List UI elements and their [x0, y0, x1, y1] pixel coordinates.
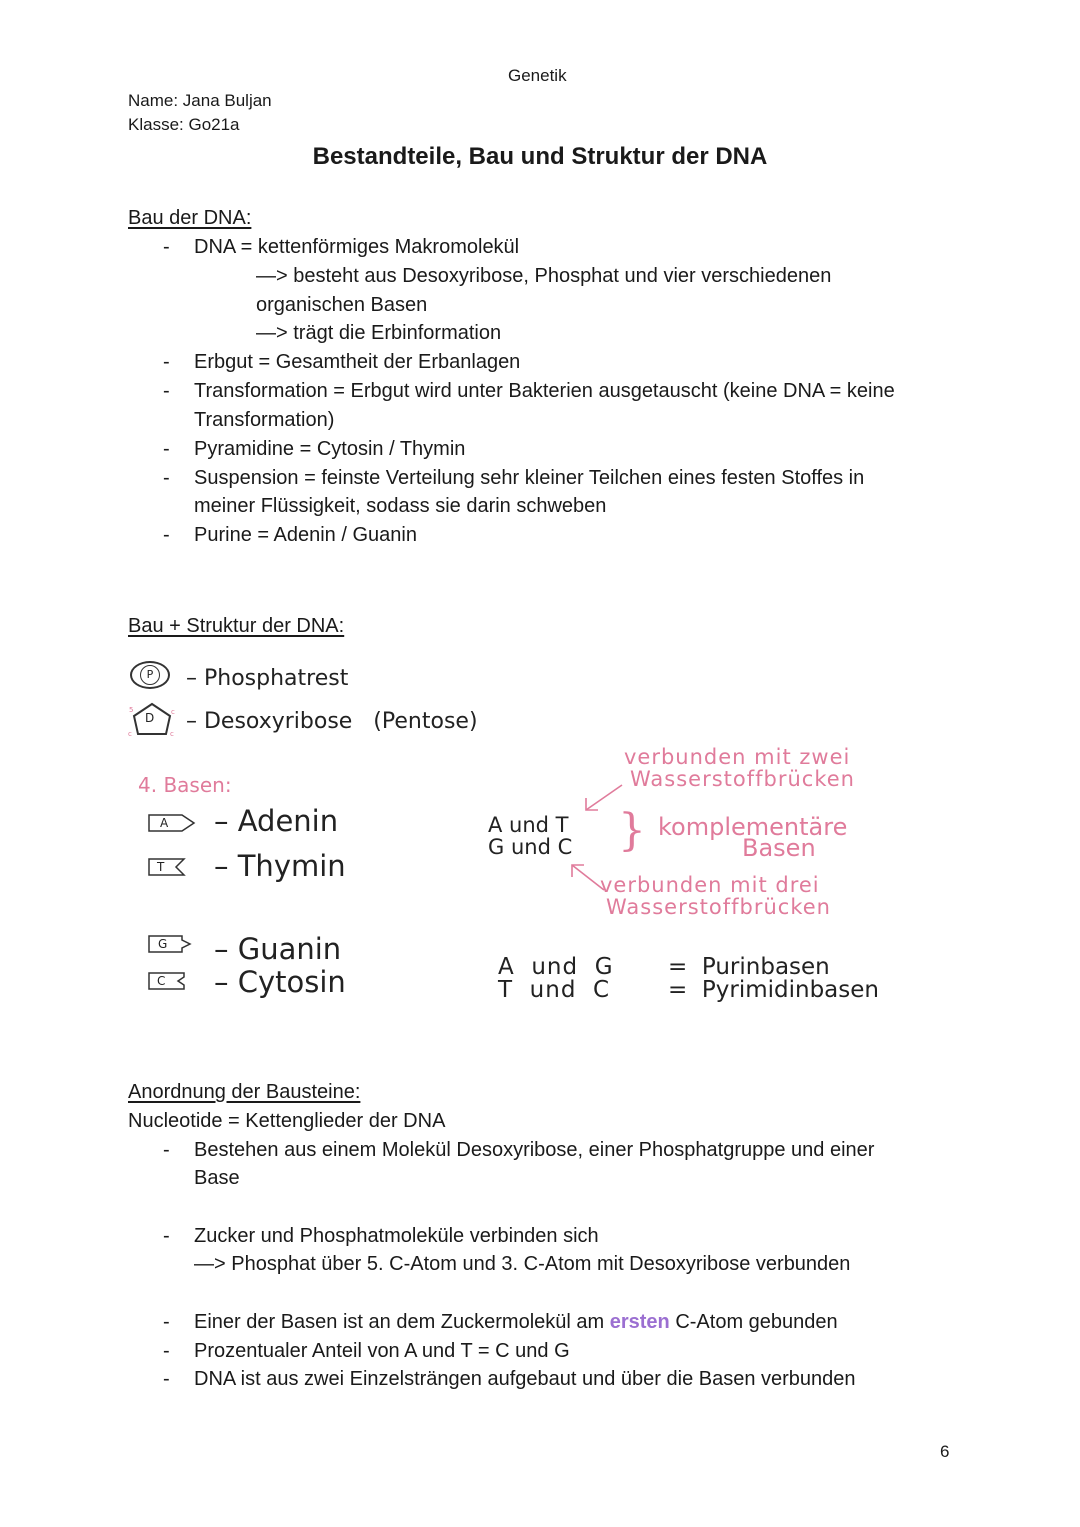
phosphate-letter: P: [140, 665, 160, 685]
bullet-dash: -: [163, 524, 170, 546]
adenin-label: – Adenin: [214, 804, 339, 838]
bullet-suspension-cont: meiner Flüssigkeit, sodass sie darin schweben: [194, 495, 607, 517]
bullet-dash: -: [163, 1225, 170, 1247]
bullet-prozentual: Prozentualer Anteil von A und T = C und G: [194, 1340, 570, 1362]
bullet-bestehen: Bestehen aus einem Molekül Desoxyribose, einer Phosphatgruppe und einer: [194, 1139, 875, 1161]
guanin-label: – Guanin: [214, 932, 342, 966]
svg-text:c: c: [171, 708, 175, 716]
complementary-label: komplementäre: [658, 813, 848, 841]
pair-a-t: A und T: [488, 813, 569, 837]
guanin-symbol: G: [158, 937, 168, 951]
bullet-suspension: Suspension = feinste Verteilung sehr kleiner Teilchen eines festen Stoffes in: [194, 467, 865, 489]
cytosin-label: – Cytosin: [214, 965, 346, 999]
bullet-zucker: Zucker und Phosphatmoleküle verbinden sich: [194, 1225, 599, 1247]
bullet-dash: -: [163, 1368, 170, 1390]
sugar-letter: D: [145, 711, 155, 725]
sub-bullet-besteht: —> besteht aus Desoxyribose, Phosphat und vier verschiedenen: [256, 265, 832, 287]
bullet-einzelstraenge: DNA ist aus zwei Einzelsträngen aufgebaut und über die Basen verbunden: [194, 1368, 856, 1390]
pyrim-pair: T und C: [498, 977, 611, 1003]
bases-title: 4. Basen:: [138, 773, 232, 797]
bullet-erbgut: Erbgut = Gesamtheit der Erbanlagen: [194, 351, 521, 373]
bullet-dash: -: [163, 1340, 170, 1362]
note-three-bonds-line1: verbunden mit drei: [600, 873, 820, 897]
bullet-zucker-cont: —> Phosphat über 5. C-Atom und 3. C-Atom mit Desoxyribose verbunden: [194, 1253, 851, 1275]
page-title: Bestandteile, Bau und Struktur der DNA: [312, 143, 768, 170]
svg-text:c: c: [128, 730, 132, 738]
section-heading-anordnung: Anordnung der Bausteine:: [128, 1081, 361, 1103]
cytosin-symbol: C: [157, 974, 166, 988]
thymin-symbol: T: [157, 860, 165, 874]
page-number: 6: [940, 1442, 950, 1461]
note-two-bonds-line1: verbunden mit zwei: [624, 745, 851, 769]
subject-header: Genetik: [508, 66, 567, 85]
bullet-transformation: Transformation = Erbgut wird unter Bakterien ausgetauscht (keine DNA = keine: [194, 380, 895, 402]
section-heading-struktur: Bau + Struktur der DNA:: [128, 615, 345, 637]
cytosin-shape-icon: [148, 972, 196, 990]
sub-bullet-besteht-cont: organischen Basen: [256, 294, 428, 316]
purin-label: = Purinbasen: [668, 954, 830, 980]
adenin-symbol: A: [160, 816, 169, 830]
thymin-label: – Thymin: [214, 849, 346, 883]
bullet-dash: -: [163, 438, 170, 460]
note-two-bonds-line2: Wasserstoffbrücken: [630, 767, 855, 791]
sugar-label: – Desoxyribose (Pentose): [186, 709, 478, 734]
bullet-dash: -: [163, 380, 170, 402]
bullet-dash: -: [163, 1139, 170, 1161]
thymin-shape-icon: [148, 858, 196, 876]
bullet-dash: -: [163, 467, 170, 489]
student-name: Name: Jana Buljan: [128, 91, 272, 110]
note-three-bonds-line2: Wasserstoffbrücken: [606, 895, 831, 919]
student-class: Klasse: Go21a: [128, 115, 240, 134]
complementary-label-cont: Basen: [742, 834, 816, 862]
bullet-basen-zucker: [194, 1308, 838, 1337]
guanin-shape-icon: [148, 935, 196, 953]
svg-text:5: 5: [129, 706, 134, 714]
pyrim-label: = Pyrimidinbasen: [668, 977, 879, 1003]
bullet-dna: DNA = kettenförmiges Makromolekül: [194, 236, 520, 258]
highlight-ersten: ersten: [609, 1311, 670, 1333]
phosphate-label: – Phosphatrest: [186, 666, 349, 691]
phosphate-symbol-icon: [130, 661, 170, 689]
pair-g-c: G und C: [488, 835, 573, 859]
bullet-dash: -: [163, 236, 170, 258]
nucleotide-definition: Nucleotide = Kettenglieder der DNA: [128, 1110, 446, 1132]
bullet-transformation-cont: Transformation): [194, 409, 335, 431]
bullet-pyramidine: Pyramidine = Cytosin / Thymin: [194, 438, 466, 460]
section-heading-bau: Bau der DNA:: [128, 207, 252, 229]
bullet-bestehen-cont: Base: [194, 1167, 240, 1189]
bullet-basen-zucker-post: C-Atom gebunden: [669, 1311, 838, 1333]
bullet-purine: Purine = Adenin / Guanin: [194, 524, 417, 546]
sub-bullet-erbinfo: —> trägt die Erbinformation: [256, 322, 502, 344]
bullet-dash: -: [163, 351, 170, 373]
adenin-shape-icon: [148, 814, 196, 832]
brace-symbol: }: [618, 805, 646, 856]
bullet-basen-zucker-pre: Einer der Basen ist an dem Zuckermolekül am: [194, 1311, 610, 1333]
svg-text:c: c: [170, 730, 174, 738]
purin-pair: A und G: [498, 954, 614, 980]
bullet-dash: -: [163, 1311, 170, 1333]
